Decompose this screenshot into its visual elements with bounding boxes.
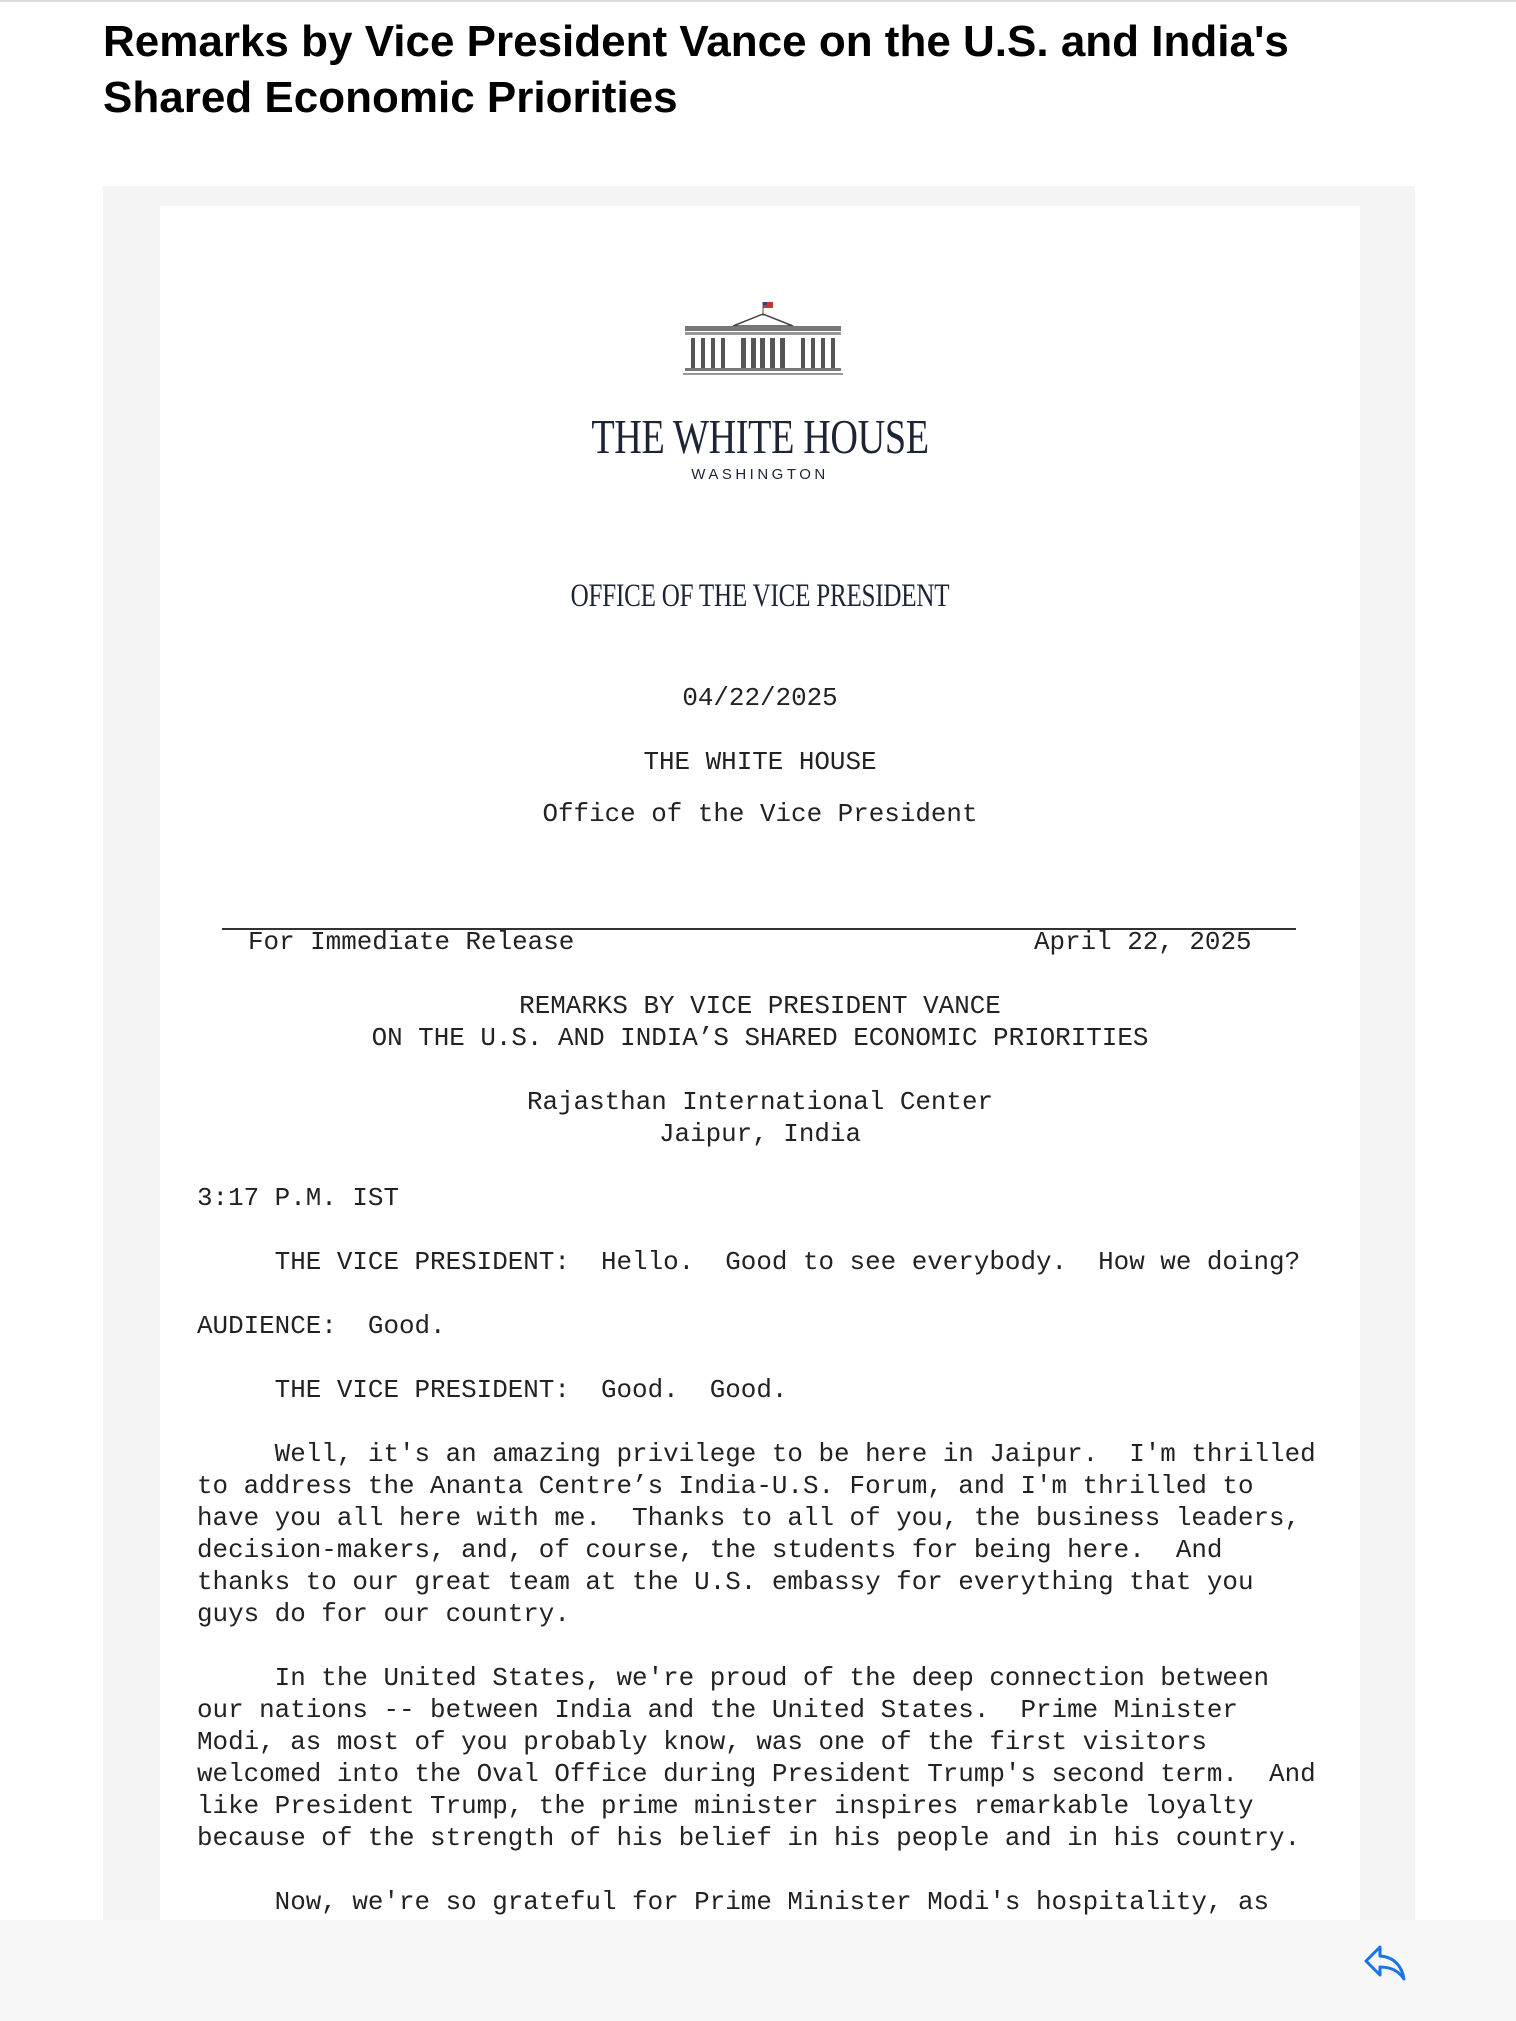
transcript-line: AUDIENCE: Good. bbox=[197, 1311, 446, 1341]
org-line-1: THE WHITE HOUSE bbox=[643, 747, 877, 777]
remarks-heading-2: ON THE U.S. AND INDIA’S SHARED ECONOMIC PRIORITIES bbox=[371, 1023, 1149, 1053]
top-divider bbox=[0, 0, 1516, 2]
transcript-line: THE VICE PRESIDENT: Hello. Good to see everybody. How we doing? bbox=[197, 1247, 1301, 1277]
reply-arrow-icon[interactable] bbox=[1360, 1937, 1410, 1987]
location-line-1: Rajasthan International Center bbox=[526, 1087, 994, 1117]
white-house-building-icon bbox=[683, 296, 843, 378]
org-line-2: Office of the Vice President bbox=[542, 799, 978, 829]
transcript-line: THE VICE PRESIDENT: Good. Good. bbox=[197, 1375, 788, 1405]
letterhead-name: THE WHITE HOUSE bbox=[591, 409, 929, 464]
letterhead-office: OFFICE OF THE VICE PRESIDENT bbox=[570, 578, 950, 614]
document-viewer[interactable] bbox=[103, 186, 1415, 2021]
remarks-heading-1: REMARKS BY VICE PRESIDENT VANCE bbox=[519, 991, 1001, 1021]
document-page bbox=[160, 206, 1360, 2021]
location-line-2: Jaipur, India bbox=[659, 1119, 861, 1149]
transcript-paragraph: Well, it's an amazing privilege to be here in Jaipur. I'm thrilled to address the Ananta Centre’s India-U.S. Forum, and I'm thrilled to have you all here with me. Thanks to all of you, the business leaders, decision-makers, and, of course, the students for being here. And thanks to our great team at the U.S. embassy for everything that you guys do for our country. bbox=[197, 1439, 1316, 1629]
release-date: April 22, 2025 bbox=[1034, 927, 1252, 957]
transcript-paragraph: In the United States, we're proud of the deep connection between our nations -- between India and the United States. Prime Minister Modi, as most of you probably know, was one of the first visitors welcomed into the Oval Office during President Trump's second term. And like President Trump, the prime minister inspires remarkable loyalty because of the strength of his belief in his people and in his country. bbox=[197, 1663, 1316, 1853]
letterhead-city: WASHINGTON bbox=[691, 466, 829, 483]
release-label: For Immediate Release bbox=[248, 927, 575, 957]
bottom-toolbar bbox=[0, 1920, 1516, 2021]
transcript-paragraph: Now, we're so grateful for Prime Minister Modi's hospitality, as bbox=[197, 1887, 1270, 1917]
document-date: 04/22/2025 bbox=[682, 683, 838, 713]
article-title: Remarks by Vice President Vance on the U.S. and India's Shared Economic Priorities bbox=[103, 17, 1289, 122]
remarks-time: 3:17 P.M. IST bbox=[197, 1183, 399, 1213]
